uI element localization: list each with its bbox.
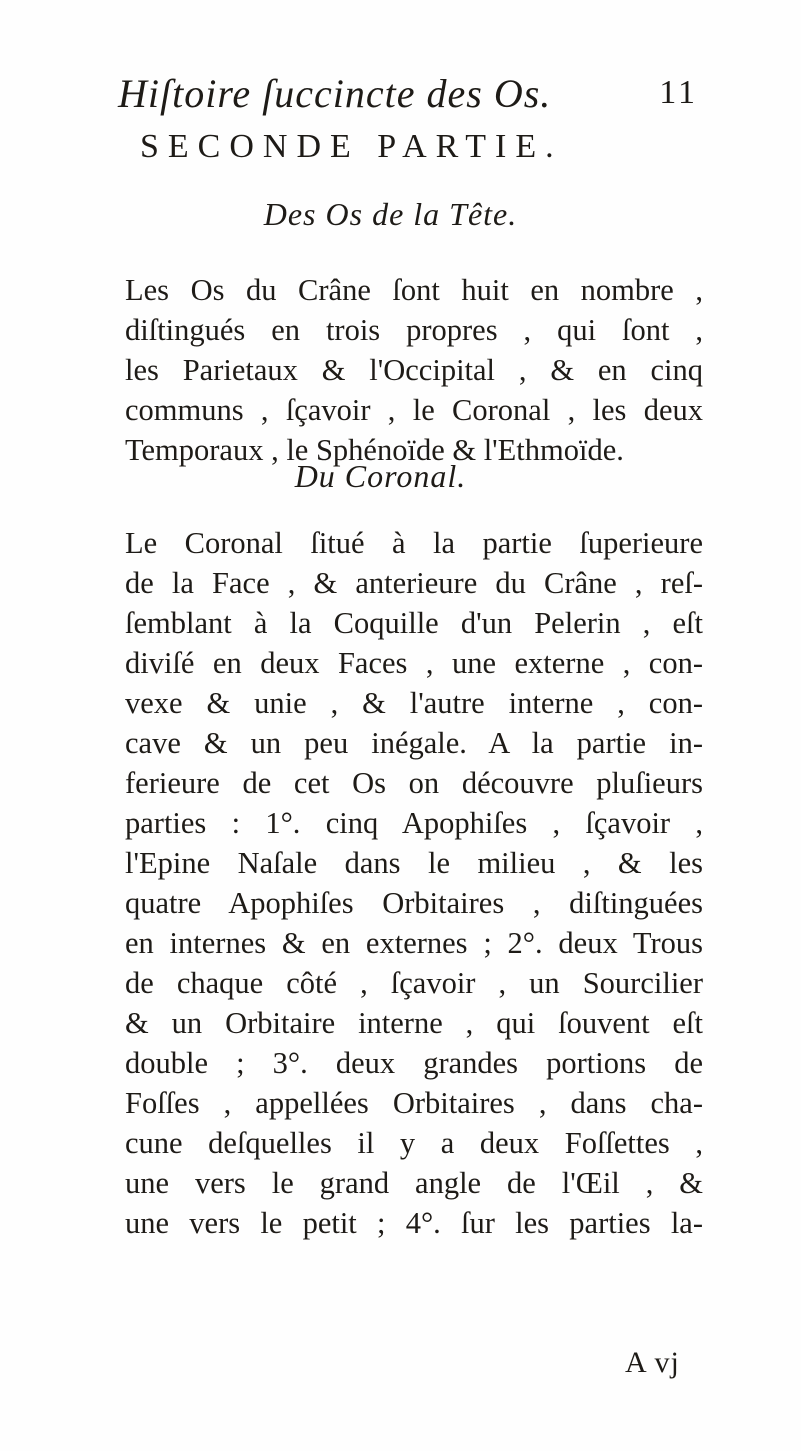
- paragraph-skull-bones: [125, 270, 703, 470]
- text-line: ſemblant à la Coquille d'un Pelerin , eſt: [125, 606, 703, 640]
- text-line: Les Os du Crâne ſont huit en nombre ,: [125, 273, 703, 307]
- section-title-coronal: Du Coronal.: [294, 458, 467, 494]
- running-head: [118, 70, 698, 126]
- text-line: de la Face , & anterieure du Crâne , reſ-: [125, 566, 703, 600]
- text-line: les Parietaux & l'Occipital , & en cinq: [125, 353, 703, 387]
- text-line: de chaque côté , ſçavoir , un Sourcilier: [125, 966, 703, 1000]
- text-line: diſtingués en trois propres , qui ſont ,: [125, 313, 703, 347]
- paragraph-coronal: [125, 523, 703, 1243]
- text-line: diviſé en deux Faces , une externe , con-: [125, 646, 703, 680]
- text-line: cave & un peu inégale. A la partie in-: [125, 726, 703, 760]
- text-line: Temporaux , le Sphénoïde & l'Ethmoïde.: [125, 433, 624, 467]
- text-line: l'Epine Naſale dans le milieu , & les: [125, 846, 703, 880]
- text-line: quatre Apophiſes Orbitaires , diſtinguées: [125, 886, 703, 920]
- signature-mark: A vj: [625, 1346, 680, 1379]
- page-number: 11: [659, 74, 698, 111]
- text-line: une vers le petit ; 4°. ſur les parties la-: [125, 1206, 703, 1240]
- text-line: parties : 1°. cinq Apophiſes , ſçavoir ,: [125, 806, 703, 840]
- text-line: cune deſquelles il y a deux Foſſettes ,: [125, 1126, 703, 1160]
- section-title-head-bones: Des Os de la Tête.: [263, 196, 518, 232]
- text-line: en internes & en externes ; 2°. deux Trous: [125, 926, 703, 960]
- text-line: Foſſes , appellées Orbitaires , dans cha-: [125, 1086, 703, 1120]
- text-line: Le Coronal ſitué à la partie ſuperieure: [125, 526, 703, 560]
- text-line: vexe & unie , & l'autre interne , con-: [125, 686, 703, 720]
- part-title: SECONDE PARTIE.: [140, 128, 563, 165]
- text-line: communs , ſçavoir , le Coronal , les deux: [125, 393, 703, 427]
- text-line: & un Orbitaire interne , qui ſouvent eſt: [125, 1006, 703, 1040]
- running-title: Hiſtoire ſuccincte des Os.: [118, 71, 552, 116]
- text-line: double ; 3°. deux grandes portions de: [125, 1046, 703, 1080]
- text-line: ferieure de cet Os on découvre pluſieurs: [125, 766, 703, 800]
- text-line: une vers le grand angle de l'Œil , &: [125, 1166, 703, 1200]
